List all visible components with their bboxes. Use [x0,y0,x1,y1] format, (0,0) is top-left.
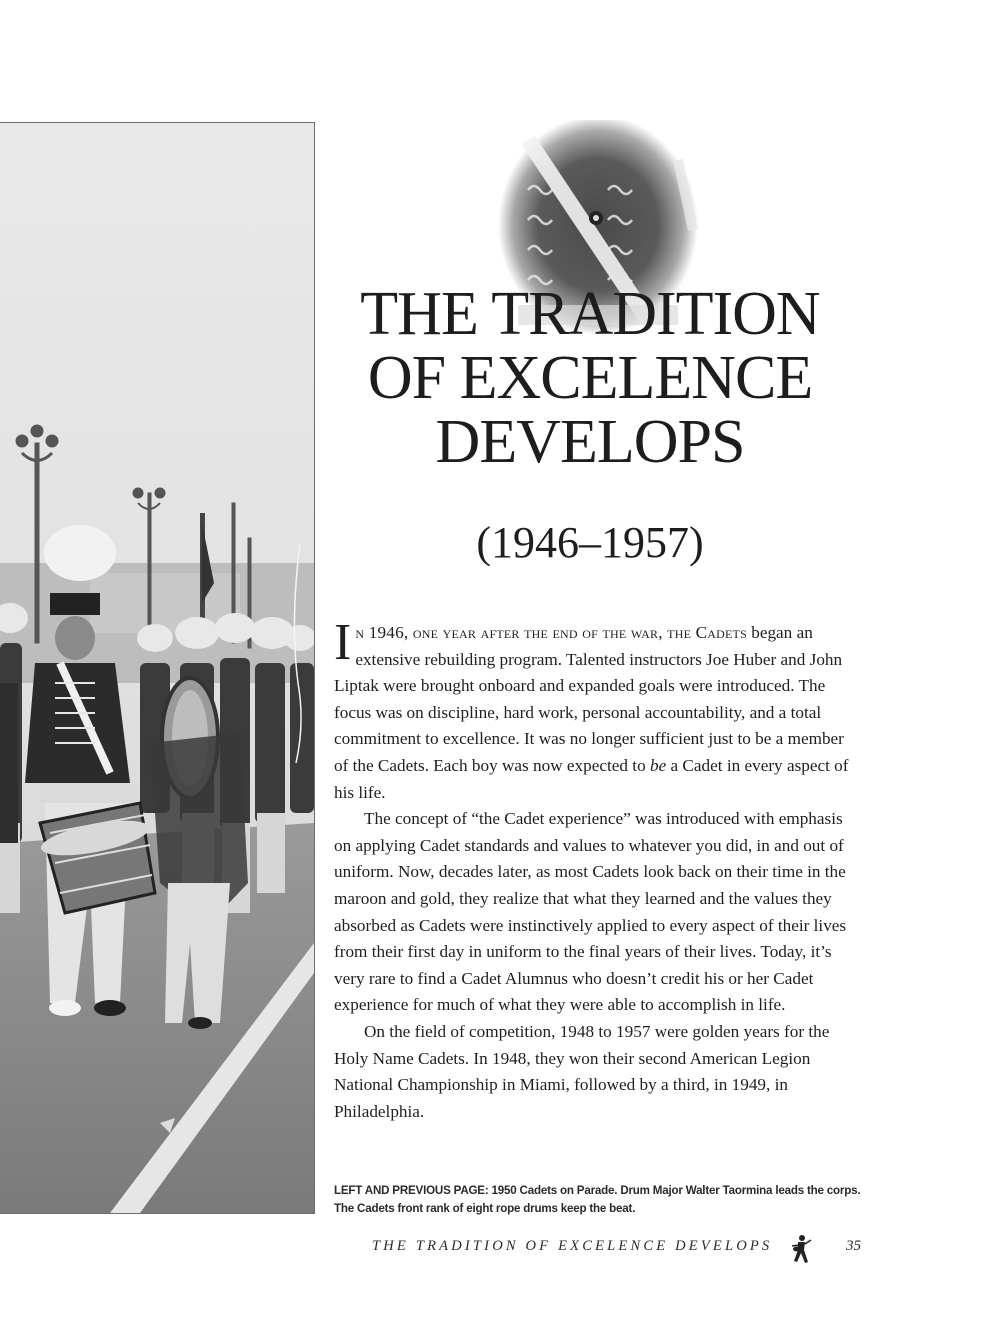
chapter-title-line-1: THE TRADITION [360,280,820,348]
running-head: THE TRADITION OF EXCELENCE DEVELOPS [372,1238,773,1254]
caption-line-2: The Cadets front rank of eight rope drums keep the beat. [334,1202,636,1215]
paragraph-1-text-b: a Cadet in every aspect of his life. [334,755,849,802]
small-caps-lead: n 1946, one year after the end of the war, the Cadets [355,623,747,642]
drop-cap: I [334,614,352,671]
paragraph-1-italic: be [649,755,667,775]
photo-caption [334,1182,874,1218]
paragraph-1-text-a: began an extensive rebuilding program. Talented instructors Joe Huber and John Liptak were brought onboard and expanded goals were introduced. The focus was on discipline, hard work, personal accountability, and a total commitment to excellence. It was no longer sufficient just to be a member of the Cadets. Each boy was now expected to [334,623,844,775]
chapter-years: (1946–1957) [476,518,704,567]
chapter-title-line-3: DEVELOPS [435,408,745,476]
paragraph-3: On the field of competition, 1948 to 1957 were golden years for the Holy Name Cadets. In 1948, they won their second American Legion National Championship in Miami, followed by a third, in 1949, in Philadelphia. [334,1021,830,1121]
paragraph-1 [334,614,858,806]
chapter-title-line-2: OF EXCELENCE [367,344,813,412]
caption-line-1: LEFT AND PREVIOUS PAGE: 1950 Cadets on Parade. Drum Major Walter Taormina leads the corps. [334,1184,861,1197]
parade-photo [0,122,315,1214]
page-footer [330,1236,870,1266]
page-number: 35 [846,1238,861,1254]
body-text [334,614,858,1125]
parade-photo-graphic [0,123,314,1213]
drummer-silhouette-icon [788,1234,812,1264]
chapter-title [330,282,850,474]
paragraph-2: The concept of “the Cadet experience” was introduced with emphasis on applying Cadet standards and values to whatever you did, in and out of uniform. Now, decades later, as most Cadets look back on their time in the maroon and gold, they realize that what they learned and the values they absorbed as Cadets were instinctively applied to every aspect of their lives from their first day in uniform to the final years of their lives. Today, it’s very rare to find a Cadet Alumnus who doesn’t credit his or her Cadet experience for much of what they were able to accomplish in life. [334,809,847,1015]
